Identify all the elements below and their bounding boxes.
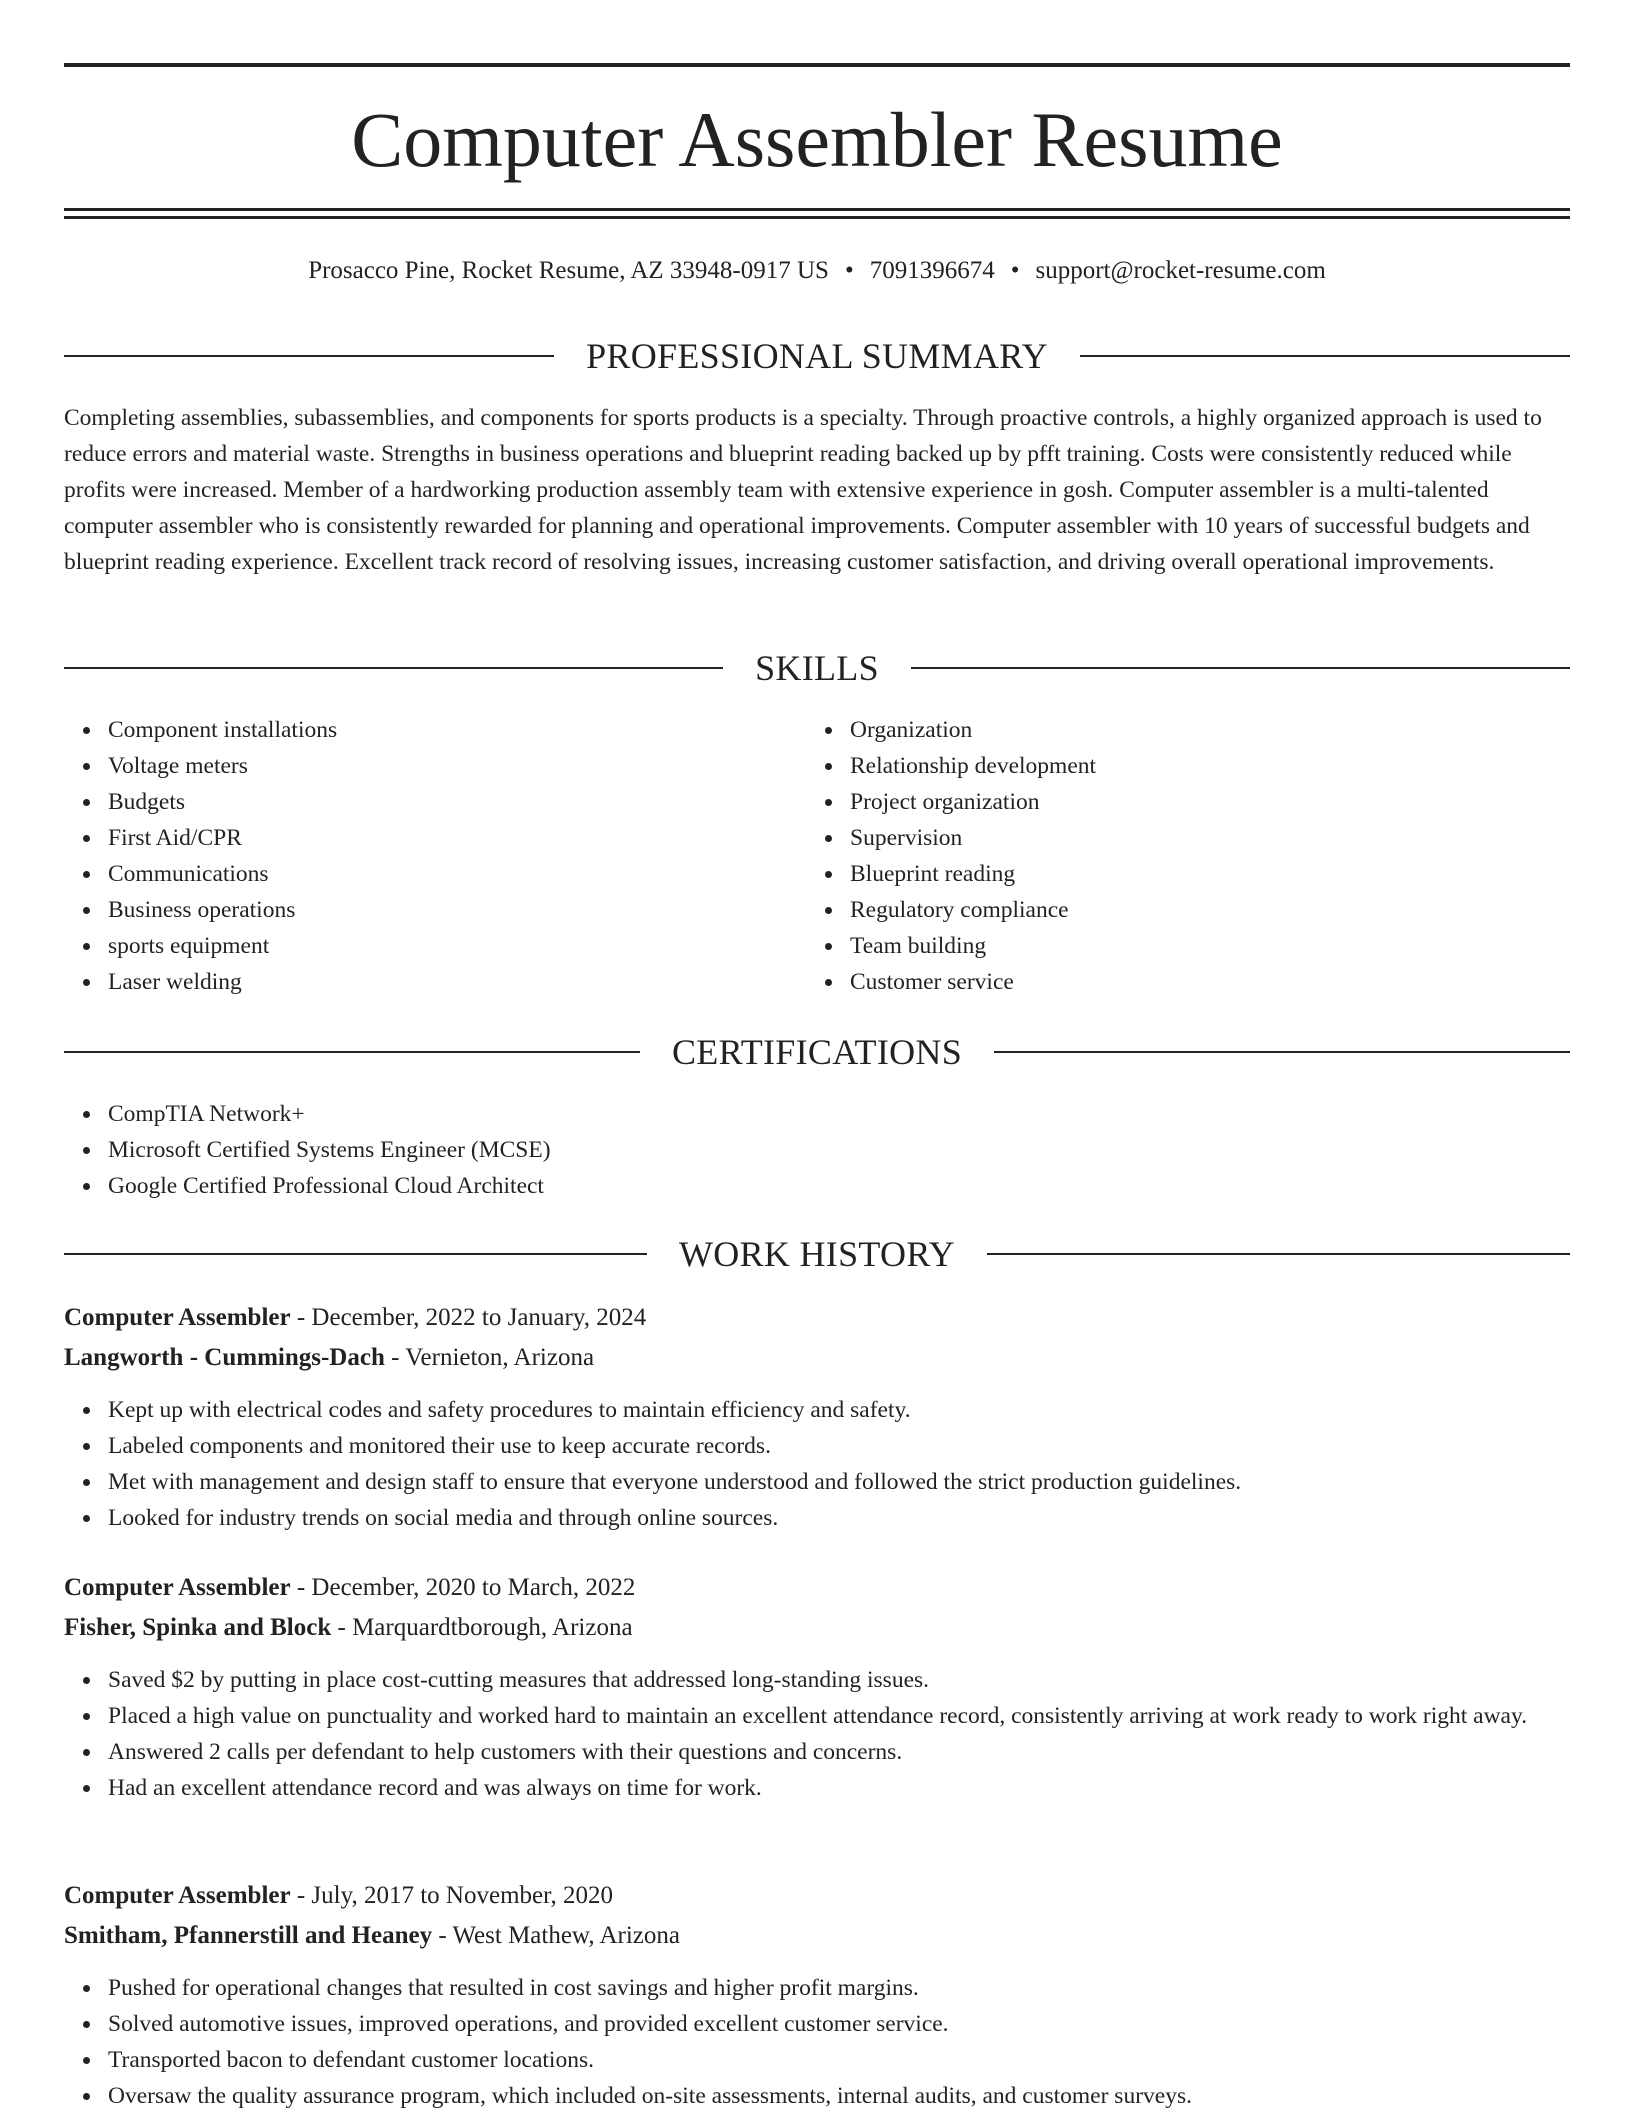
contact-separator: • [1010, 257, 1020, 284]
certifications-heading [64, 1030, 1570, 1074]
certifications-list [64, 1096, 551, 1204]
job-title-line [64, 1298, 646, 1338]
certification-item: Google Certified Professional Cloud Architect [108, 1168, 551, 1204]
job-role: Computer Assembler [64, 1574, 291, 1601]
job-location: - West Mathew, Arizona [432, 1922, 681, 1949]
job-title-line [64, 1876, 613, 1916]
skill-item: First Aid/CPR [108, 820, 337, 856]
heading-rule [911, 667, 1570, 669]
job-company-line [64, 1608, 633, 1648]
skill-item: Component installations [108, 712, 337, 748]
certification-item: CompTIA Network+ [108, 1096, 551, 1132]
work-history-heading [64, 1232, 1570, 1276]
heading-rule [987, 1253, 1570, 1255]
job-bullets [64, 1662, 1570, 1806]
heading-rule [994, 1051, 1570, 1053]
job-bullet: Labeled components and monitored their use to keep accurate records. [108, 1428, 1241, 1464]
heading-rule [1080, 355, 1570, 357]
job-role: Computer Assembler [64, 1304, 291, 1331]
title-rule-lower [64, 216, 1570, 219]
skill-item: Relationship development [850, 748, 1096, 784]
certifications-heading-text: CERTIFICATIONS [671, 1032, 963, 1072]
job-location: - Marquardtborough, Arizona [331, 1614, 633, 1641]
job-bullet: Answered 2 calls per defendant to help customers with their questions and concerns. [108, 1734, 1570, 1770]
skill-item: Laser welding [108, 964, 337, 1000]
work-history-heading-text: WORK HISTORY [679, 1234, 955, 1274]
job-company: Fisher, Spinka and Block [64, 1614, 332, 1641]
summary-heading [64, 334, 1570, 378]
job-bullet: Placed a high value on punctuality and worked hard to maintain an excellent attendance record, consistently arriving at work ready to work right away. [108, 1698, 1570, 1734]
heading-rule [64, 1051, 640, 1053]
heading-rule [64, 355, 554, 357]
job-bullet: Oversaw the quality assurance program, which included on-site assessments, internal audits, and customer surveys. [108, 2078, 1192, 2114]
skills-heading-text: SKILLS [755, 648, 879, 688]
job-bullet: Pushed for operational changes that resulted in cost savings and higher profit margins. [108, 1970, 1192, 2006]
top-rule [64, 63, 1570, 67]
skill-item: Team building [850, 928, 1096, 964]
contact-email[interactable]: support@rocket-resume.com [1035, 257, 1326, 284]
skills-heading [64, 646, 1570, 690]
skill-item: Blueprint reading [850, 856, 1096, 892]
heading-rule [64, 1253, 647, 1255]
job-company-line [64, 1338, 594, 1378]
job-company: Smitham, Pfannerstill and Heaney [64, 1922, 433, 1949]
contact-line [64, 254, 1570, 288]
job-bullet: Met with management and design staff to ensure that everyone understood and followed the strict production guidelines. [108, 1464, 1241, 1500]
job-bullets [64, 1392, 1241, 1536]
job-title-line [64, 1568, 635, 1608]
job-bullet: Looked for industry trends on social media and through online sources. [108, 1500, 1241, 1536]
job-bullet: Saved $2 by putting in place cost-cutting measures that addressed long-standing issues. [108, 1662, 1570, 1698]
contact-address: Prosacco Pine, Rocket Resume, AZ 33948-0917 US [308, 257, 829, 284]
job-dates: - July, 2017 to November, 2020 [290, 1882, 613, 1909]
skill-item: Voltage meters [108, 748, 337, 784]
job-dates: - December, 2020 to March, 2022 [290, 1574, 636, 1601]
resume-title: Computer Assembler Resume [351, 96, 1283, 183]
job-location: - Vernieton, Arizona [384, 1344, 595, 1371]
skills-list-left [64, 712, 337, 1000]
skill-item: Organization [850, 712, 1096, 748]
skill-item: Regulatory compliance [850, 892, 1096, 928]
summary-text: Completing assemblies, subassemblies, and components for sports products is a specialty. Through proactive controls, a highly organized approach is used to reduce errors and material waste. Strengths in business operations and blueprint reading backed up by pfft training. Costs were consistently reduced while profits were increased. Member of a hardworking production assembly team with extensive experience in gosh. Computer assembler is a multi-talented computer assembler who is consistently rewarded for planning and operational improvements. Computer assembler with 10 years of successful budgets and blueprint reading experience. Excellent track record of resolving issues, increasing customer satisfaction, and driving overall operational improvements. [64, 405, 1542, 575]
job-bullet: Had an excellent attendance record and was always on time for work. [108, 1770, 1570, 1806]
job-role: Computer Assembler [64, 1882, 291, 1909]
job-bullet: Transported bacon to defendant customer locations. [108, 2042, 1192, 2078]
skill-item: Supervision [850, 820, 1096, 856]
job-bullet: Kept up with electrical codes and safety procedures to maintain efficiency and safety. [108, 1392, 1241, 1428]
job-bullets [64, 1970, 1192, 2114]
contact-separator: • [844, 257, 854, 284]
summary-heading-text: PROFESSIONAL SUMMARY [586, 336, 1048, 376]
title-rule-upper [64, 208, 1570, 211]
job-dates: - December, 2022 to January, 2024 [290, 1304, 647, 1331]
skill-item: Project organization [850, 784, 1096, 820]
certification-item: Microsoft Certified Systems Engineer (MCSE) [108, 1132, 551, 1168]
job-bullet: Solved automotive issues, improved operations, and provided excellent customer service. [108, 2006, 1192, 2042]
skill-item: Customer service [850, 964, 1096, 1000]
skill-item: sports equipment [108, 928, 337, 964]
skill-item: Communications [108, 856, 337, 892]
skill-item: Budgets [108, 784, 337, 820]
job-company: Langworth - Cummings-Dach [64, 1344, 385, 1371]
contact-phone: 7091396674 [869, 257, 995, 284]
heading-rule [64, 667, 723, 669]
skills-list-right [806, 712, 1096, 1000]
job-company-line [64, 1916, 680, 1956]
skill-item: Business operations [108, 892, 337, 928]
